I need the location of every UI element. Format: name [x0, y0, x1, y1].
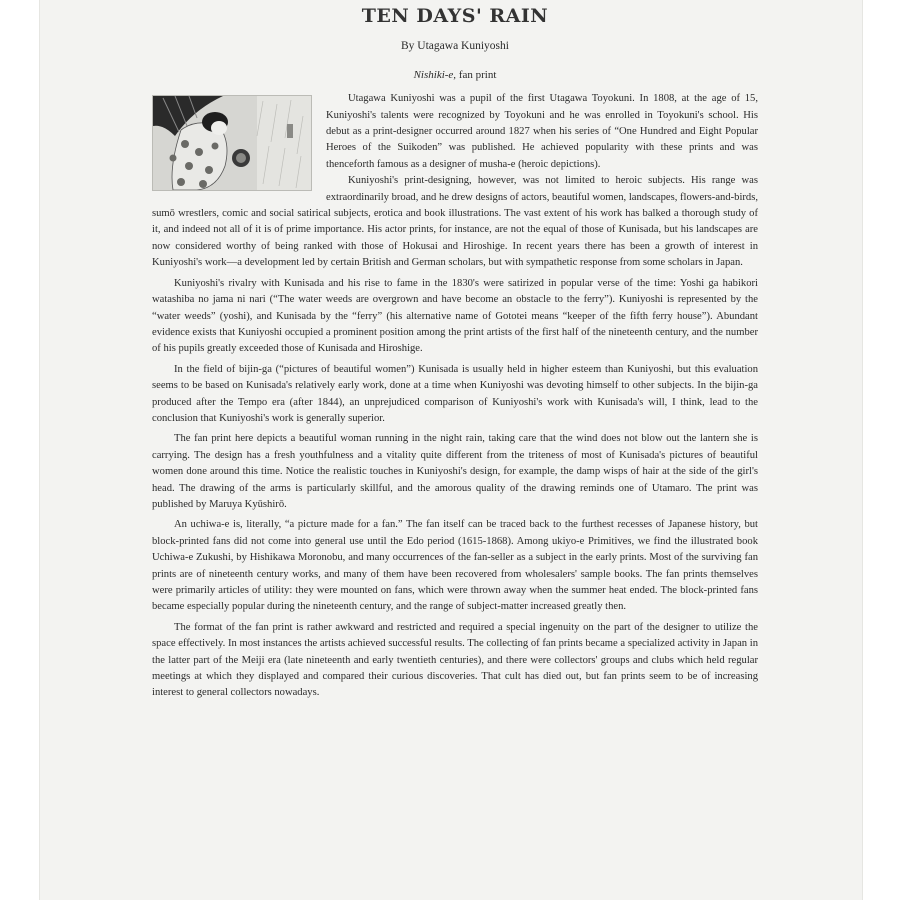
paragraph-3: Kuniyoshi's rivalry with Kunisada and his rise to fame in the 1830's were satirized in popular verse of the time: Yoshi ga habikori watashiba no jama ni nari (“The water weeds are overgrown and have become an obstacle to the ferry”). Kuniyoshi is represented by the “water weeds” (yoshi), and Kunisada by the “ferry” (his alternative name of Gototei means “keeper of the fifth ferry house”). Abundant evidence exists that Kuniyoshi occupied a prominent position among the print artists of the first half of the nineteenth century, and the number of his pupils greatly exceeded those of Kunisada and Hiroshige.	[152, 277, 758, 355]
paragraph-1: Utagawa Kuniyoshi was a pupil of the first Utagawa Toyokuni. In 1808, at the age of 15, Kuniyoshi's talents were recognized by Toyokuni and he was enrolled in Toyokuni's school. His debut as a print-designer occurred around 1827 when his series of “One Hundred and Eight Popular Heroes of the Suikoden” was published. He achieved popularity with these prints and was thenceforth famous as a designer of musha-e (heroic depictions).	[326, 93, 758, 170]
medium-caption	[152, 67, 758, 83]
paragraph-4: In the field of bijin-ga (“pictures of beautiful women”) Kunisada is usually held in higher esteem than Kuniyoshi, but this evaluation seems to be based on Kunisada's relatively early work, done at a time when Kuniyoshi was devoting himself to other subjects. In the bijin-ga produced after the Tempo era (after 1844), an unprejudiced comparison of Kuniyoshi's work with Kunisada's will, I think, lead to the conclusion that Kuniyoshi's work is generally superior.	[152, 363, 758, 424]
fan-print-illustration	[152, 95, 312, 191]
paragraph-5: The fan print here depicts a beautiful woman running in the night rain, taking care that the wind does not blow out the lantern she is carrying. The design has a fresh youthfulness and a vitality quite different from the triteness of most of Kunisada's pictures of beautiful women done around this time. Notice the realistic touches in Kuniyoshi's design, for example, the damp wisps of hair at the side of the girl's head. The drawing of the arms is particularly skillful, and the amorous quality of the drawing reminds one of Utamaro. The print was published by Maruya Kyūshirō.	[152, 433, 758, 510]
article	[152, 0, 758, 702]
page-sheet	[40, 0, 862, 900]
medium-italic: Nishiki-e,	[413, 68, 457, 81]
medium-rest: fan print	[456, 68, 497, 81]
paragraph-6: An uchiwa-e is, literally, “a picture made for a fan.” The fan itself can be traced back to the furthest recesses of Japanese history, but block-printed fans did not come into general use until the Edo period (1615-1868). Among ukiyo-e Primitives, we find the illustrated book Uchiwa-e Zukushi, by Hishikawa Moronobu, and many occurrences of the fan-seller as a subject in the early prints. Most of the surviving fan prints are of nineteenth century works, and many of them have been recovered from wholesalers' sample books. The fan prints themselves were primarily articles of utility: they were mounted on fans, which were thrown away when the summer heat ended. The block-printed fans became especially popular during the nineteenth century, and the range of subject-matter increased greatly then.	[152, 519, 758, 613]
byline: By Utagawa Kuniyoshi	[401, 40, 509, 53]
paragraph-7: The format of the fan print is rather awkward and restricted and required a special ingenuity on the part of the designer to utilize the space effectively. In most instances the artists achieved successful results. The collecting of fan prints became a specialized activity in Japan in the latter part of the Meiji era (late nineteenth and early twentieth centuries), and there were collectors' groups and clubs which held regular meetings at which they displayed and compared their curious discoveries. That cult has died out, but fan prints seem to be of increasing interest to general collectors nowadays.	[152, 621, 758, 699]
paragraph-2: Kuniyoshi's print-designing, however, was not limited to heroic subjects. His range was extraordinarily broad, and he drew designs of actors, beautiful women, landscapes, flowers-and-birds, sumō wrestlers, comic and social satirical subjects, erotica and book illustrations. The vast extent of his work has balked a thorough study of it, and indeed not all of it is of prime importance. His actor prints, for instance, are not the equal of those of Kunisada, but his landscapes are now considered worthy of being ranked with those of Hokusai and Hiroshige. In recent years there has been a growth of interest in Kuniyoshi's work—a development led by certain British and German scholars, but with sympathetic response from some scholars in Japan.	[152, 175, 758, 269]
article-title: TEN DAYS' RAIN	[361, 5, 549, 27]
